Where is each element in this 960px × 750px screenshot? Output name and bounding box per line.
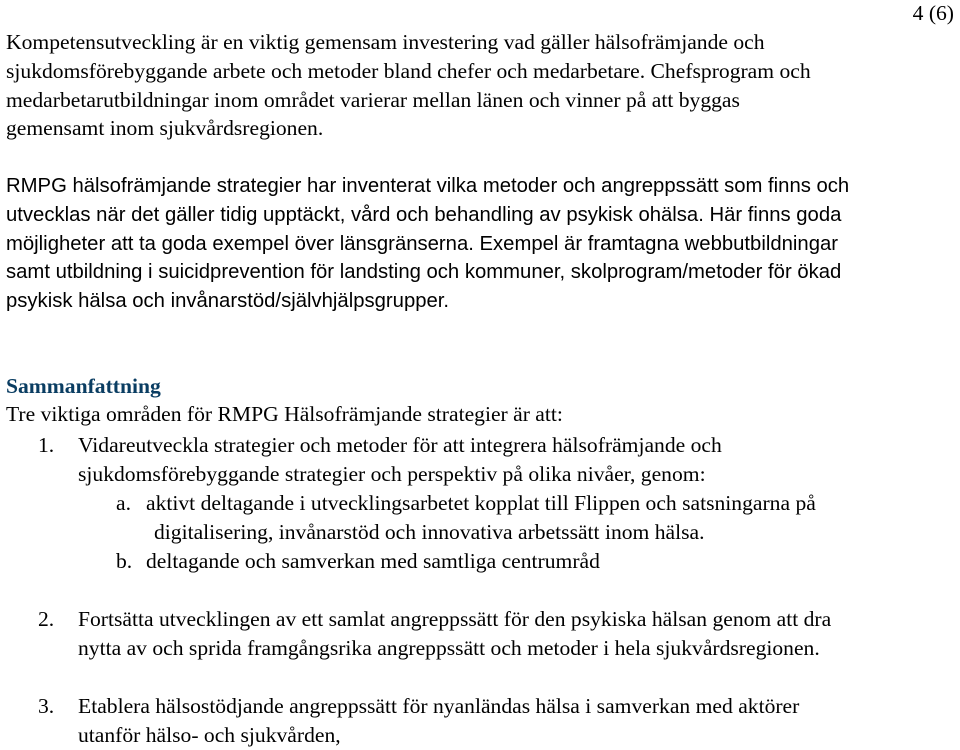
- summary-intro: Tre viktiga områden för RMPG Hälsofrämjande strategier är att:: [6, 402, 563, 426]
- sub-item-b-label: b.: [116, 549, 133, 573]
- page-number: 4 (6): [912, 1, 954, 25]
- item-3-number: 3.: [38, 694, 55, 718]
- intro-paragraph: [6, 28, 956, 143]
- item-3-line: Etablera hälsostödjande angreppssätt för nyanländas hälsa i samverkan med aktörer: [78, 694, 800, 718]
- paragraph-line: Kompetensutveckling är en viktig gemensam investering vad gäller hälsofrämjande och: [6, 30, 765, 54]
- item-2-line: Fortsätta utvecklingen av ett samlat angreppssätt för den psykiska hälsan genom att dra: [78, 607, 832, 631]
- paragraph-line: medarbetarutbildningar inom området varierar mellan länen och vinner på att byggas: [6, 87, 740, 112]
- paragraph-line: utvecklas när det gäller tidig upptäckt, vård och behandling av psykisk ohälsa. Här finns goda: [6, 203, 842, 226]
- paragraph-line: gemensamt inom sjukvårdsregionen.: [6, 116, 324, 141]
- sub-item-a-label: a.: [116, 491, 131, 515]
- sub-item-b-line: deltagande och samverkan med samtliga centrumråd: [146, 549, 600, 573]
- paragraph-line: möjligheter att ta goda exempel över länsgränserna. Exempel är framtagna webbutbildningar: [6, 232, 839, 255]
- summary-heading: Sammanfattning: [6, 374, 161, 398]
- paragraph-line: sjukdomsförebyggande arbete och metoder bland chefer och medarbetare. Chefsprogram och: [6, 58, 811, 83]
- sub-item-a-line: aktivt deltagande i utvecklingsarbetet kopplat till Flippen och satsningarna på: [146, 491, 816, 515]
- item-2-line: nytta av och sprida framgångsrika angreppssätt och metoder i hela sjukvårdsregionen.: [78, 636, 820, 660]
- sub-item-a-line: digitalisering, invånarstöd och innovativa arbetssätt inom hälsa.: [154, 520, 705, 544]
- item-1-line: Vidareutveckla strategier och metoder för att integrera hälsofrämjande och: [78, 433, 722, 457]
- item-3-line: utanför hälso- och sjukvården,: [78, 723, 341, 747]
- item-1-number: 1.: [38, 433, 55, 457]
- item-1-line: sjukdomsförebyggande strategier och perspektiv på olika nivåer, genom:: [78, 462, 706, 486]
- rmpg-paragraph: [6, 172, 956, 316]
- paragraph-line: samt utbildning i suicidprevention för landsting och kommuner, skolprogram/metoder för ökad: [6, 261, 842, 284]
- paragraph-line: RMPG hälsofrämjande strategier har inventerat vilka metoder och angreppssätt som finns och: [6, 175, 850, 197]
- paragraph-line: psykisk hälsa och invånarstöd/självhjälpsgrupper.: [6, 290, 450, 313]
- item-2-number: 2.: [38, 607, 55, 631]
